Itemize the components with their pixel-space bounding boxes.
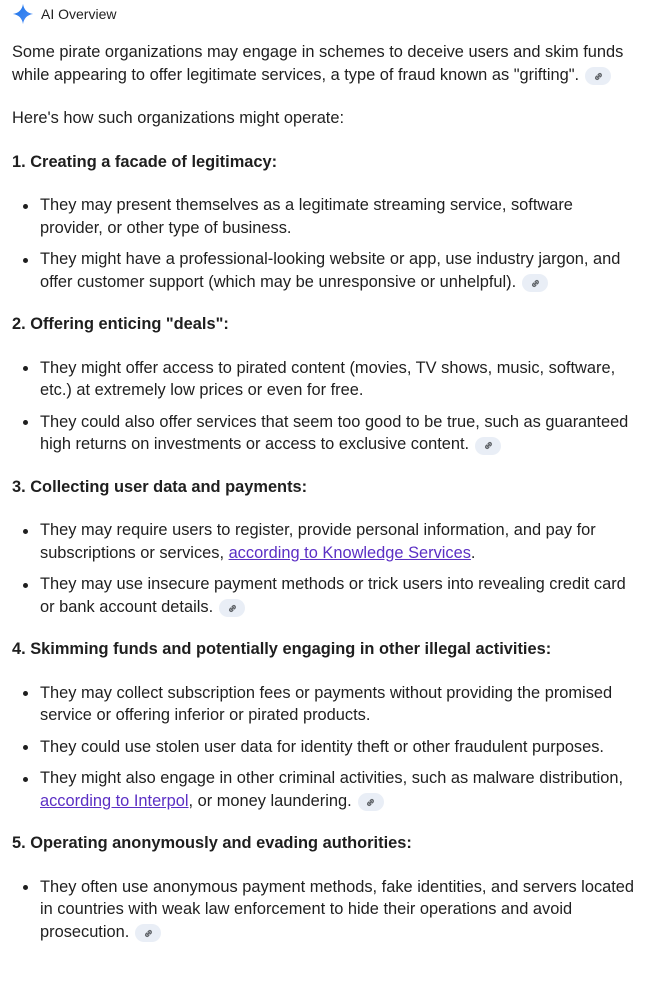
list-item-text: They may require users to register, provide personal information, and pay for subscriptions or services, [40, 521, 596, 562]
gemini-sparkle-icon [12, 3, 34, 25]
citation-link-button[interactable] [475, 437, 501, 455]
list-item [12, 411, 640, 456]
list-item-text: They could use stolen user data for identity theft or other fraudulent purposes. [40, 737, 604, 756]
link-icon [227, 603, 238, 614]
ai-overview-body [12, 41, 640, 963]
list-item [12, 767, 640, 812]
bullet-list [12, 357, 640, 456]
section-heading: 4. Skimming funds and potentially engaging in other illegal activities: [12, 640, 552, 658]
source-link-interpol[interactable]: according to Interpol [40, 791, 189, 810]
citation-link-button[interactable] [135, 924, 161, 942]
intro-paragraph [12, 41, 640, 86]
list-item [12, 357, 640, 402]
list-item-text: They might have a professional-looking website or app, use industry jargon, and offer customer support (which may be unresponsive or unhelpful). [40, 250, 621, 291]
list-item [12, 736, 640, 759]
link-icon [530, 278, 541, 289]
citation-link-button[interactable] [219, 599, 245, 617]
list-item [12, 248, 640, 293]
link-icon [365, 797, 376, 808]
intro-text: Some pirate organizations may engage in schemes to deceive users and skim funds while appearing to offer legitimate services, a type of fraud known as "grifting". [12, 43, 624, 84]
list-item-text-end: , or money laundering. [188, 791, 352, 810]
ai-overview-header [12, 3, 116, 25]
source-link-knowledge-services[interactable]: according to Knowledge Services [228, 543, 471, 562]
list-item-text: They might offer access to pirated content (movies, TV shows, music, software, etc.) at extremely low prices or even for free. [40, 358, 616, 399]
section-heading: 5. Operating anonymously and evading authorities: [12, 834, 412, 852]
list-item [12, 573, 640, 618]
list-item-text: They could also offer services that seem too good to be true, such as guaranteed high returns on investments or access to exclusive content. [40, 412, 629, 453]
bullet-list [12, 682, 640, 813]
section-heading: 1. Creating a facade of legitimacy: [12, 152, 278, 171]
list-item [12, 194, 640, 239]
link-icon [483, 440, 494, 451]
list-item [12, 876, 640, 944]
list-item-text: They may use insecure payment methods or trick users into revealing credit card or bank account details. [40, 575, 626, 616]
section-heading: 3. Collecting user data and payments: [12, 477, 308, 496]
citation-link-button[interactable] [522, 274, 548, 292]
section-heading: 2. Offering enticing "deals": [12, 315, 229, 333]
list-item-text: They may collect subscription fees or payments without providing the promised service or offering inferior or pirated products. [40, 683, 613, 724]
link-icon [143, 928, 154, 939]
list-item-text: They may present themselves as a legitimate streaming service, software provider, or other type of business. [40, 196, 573, 237]
citation-link-button[interactable] [358, 793, 384, 811]
list-item-text: They might also engage in other criminal activities, such as malware distribution, [40, 769, 624, 787]
bullet-list [12, 519, 640, 618]
list-item [12, 519, 640, 564]
bullet-list [12, 876, 640, 944]
ai-overview-title: AI Overview [41, 6, 117, 22]
list-item-text-end: . [470, 543, 476, 562]
list-item [12, 682, 640, 727]
citation-link-button[interactable] [585, 67, 611, 85]
lead-paragraph: Here's how such organizations might operate: [12, 109, 345, 127]
link-icon [593, 71, 604, 82]
list-item-text: They often use anonymous payment methods, fake identities, and servers located in countries with weak law enforcement to hide their operations and avoid prosecution. [40, 877, 635, 941]
bullet-list [12, 194, 640, 293]
